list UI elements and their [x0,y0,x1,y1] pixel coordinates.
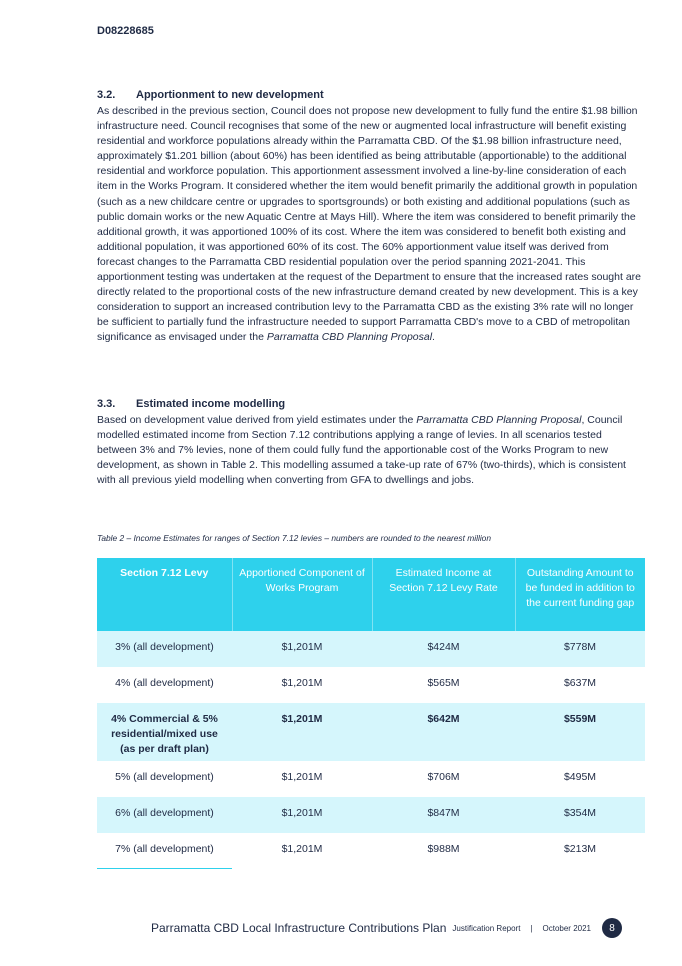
cell-outstanding: $778M [515,631,645,667]
section-apportionment [97,89,641,346]
table-caption: Table 2 – Income Estimates for ranges of Section 7.12 levies – numbers are rounded to the nearest million [97,533,491,543]
section-number: 3.3. [97,398,116,410]
header-levy: Section 7.12 Levy [97,558,232,631]
cell-income: $565M [372,667,515,703]
section-income-modelling [97,398,641,488]
table-row-draft-plan [97,703,645,761]
footer-title: Parramatta CBD Local Infrastructure Contributions Plan [150,921,447,935]
document-id: D08228685 [97,25,154,37]
income-estimates-table [97,558,645,869]
footer-subtitle: Justification Report [452,923,521,933]
section-body: Based on development value derived from yield estimates under the Parramatta CBD Planning Proposal, Council modelled estimated income from Section 7.12 contributions applying a range of levies. In all scenarios tested between 3% and 7% levies, none of them could fully fund the apportionable cost of the Works Program to new development, as shown in Table 2. This modelling assumed a take-up rate of 67% (two-thirds), which is consistent with all previous yield modelling when converting from GFA to dwellings and jobs. [97,414,626,487]
cell-income: $424M [372,631,515,667]
header-outstanding: Outstanding Amount to be funded in addition to the current funding gap [515,558,645,631]
page-number: 8 [602,918,622,938]
section-title: Estimated income modelling [136,398,286,410]
cell-apportioned: $1,201M [232,797,372,833]
cell-outstanding: $354M [515,797,645,833]
cell-apportioned: $1,201M [232,761,372,797]
header-estimated-income: Estimated Income at Section 7.12 Levy Rate [372,558,515,631]
cell-levy: 3% (all development) [97,631,232,667]
cell-apportioned: $1,201M [232,667,372,703]
table-bottom-rule [97,868,232,869]
cell-apportioned: $1,201M [232,703,372,761]
cell-income: $642M [372,703,515,761]
section-heading [97,398,641,410]
cell-income: $706M [372,761,515,797]
cell-income: $988M [372,833,515,869]
cell-income: $847M [372,797,515,833]
table-header-row [97,558,645,631]
section-title: Apportionment to new development [136,89,324,101]
cell-apportioned: $1,201M [232,833,372,869]
header-apportioned: Apportioned Component of Works Program [232,558,372,631]
table-row [97,833,645,869]
section-number: 3.2. [97,89,116,101]
cell-outstanding: $559M [515,703,645,761]
table-row [97,761,645,797]
cell-outstanding: $213M [515,833,645,869]
section-body: As described in the previous section, Council does not propose new development to fully fund the entire $1.98 billion infrastructure need. Council recognises that some of the new or augmented local infrastructure will benefit existing residential and workforce populations already within the Parramatta CBD. Of the $1.98 billion infrastructure need, approximately $1.201 billion (about 60%) has been identified as being attributable (apportionable) to the additional residential and workforce population. This apportionment assessment involved a line-by-line consideration of each item in the Works Program. It considered whether the item would benefit primarily the additional growth in population (such as a new childcare centre or upgrades to sportsgrounds) or both existing and additional populations (such as public domain works or the new Aquatic Centre at Mays Hill). Where the item was considered to benefit primarily the additional growth, it was apportioned 100% of its cost. Where the item was considered to benefit both existing and additional population, it was apportioned 60% of its cost. The 60% apportionment value itself was derived from forecast changes to the Parramatta CBD residential population over the period spanning 2021-2041. This apportionment testing was undertaken at the request of the Department to ensure that the increased rates sought are directly related to the proportional costs of the new infrastructure demand created by new development. This is a key consideration to support an increased contribution levy to the Parramatta CBD as the existing 3% rate will no longer be sufficient to partially fund the infrastructure needed to support Parramatta CBD's move to a CBD of metropolitan significance as envisaged under the Parramatta CBD Planning Proposal. [97,105,642,344]
cell-apportioned: $1,201M [232,631,372,667]
cell-outstanding: $495M [515,761,645,797]
cell-levy: 7% (all development) [97,833,232,869]
table-row [97,631,645,667]
cell-levy: 4% (all development) [97,667,232,703]
page-footer [151,918,622,938]
table-row [97,667,645,703]
table-row [97,797,645,833]
cell-levy: 6% (all development) [97,797,232,833]
cell-outstanding: $637M [515,667,645,703]
cell-levy: 5% (all development) [97,761,232,797]
cell-levy: 4% Commercial & 5% residential/mixed use (as per draft plan) [97,703,232,761]
section-heading [97,89,641,101]
footer-separator: | [530,923,533,933]
footer-date: October 2021 [542,923,591,933]
